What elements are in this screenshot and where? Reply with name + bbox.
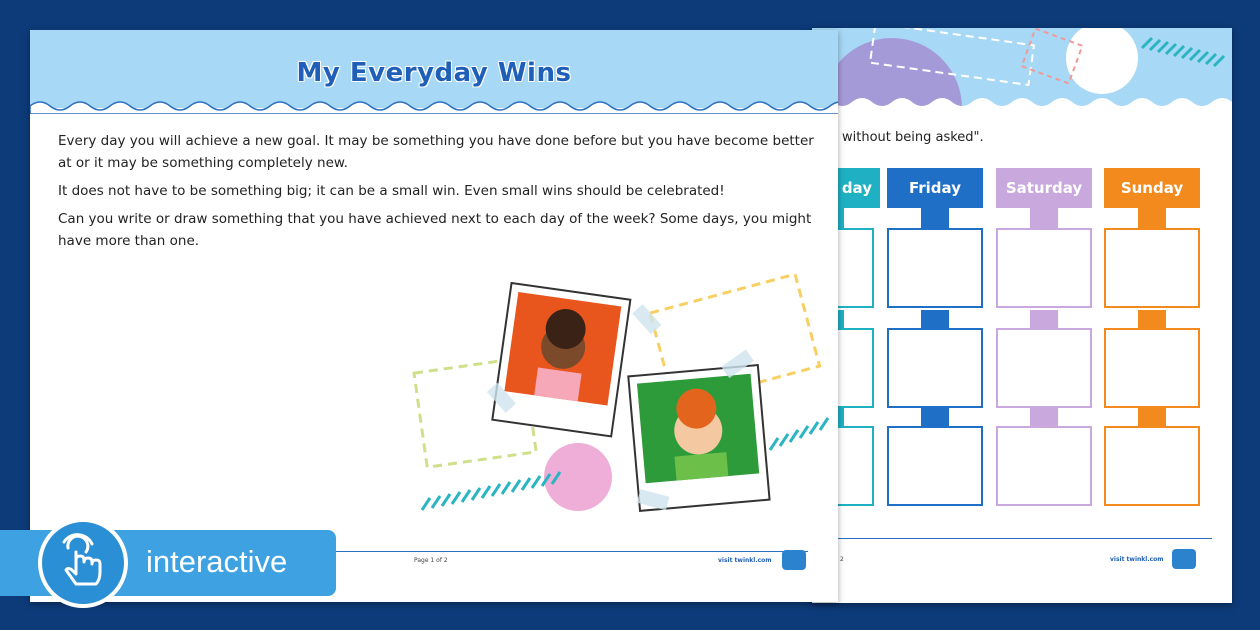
tap-hand-icon[interactable] xyxy=(38,518,128,608)
saturday-entry-box[interactable] xyxy=(996,426,1092,506)
saturday-entry-box[interactable] xyxy=(996,228,1092,308)
twinkl-logo-icon xyxy=(782,550,806,570)
connector xyxy=(921,408,949,428)
photo-illustration xyxy=(30,30,838,602)
connector xyxy=(1030,408,1058,428)
interactive-label: interactive xyxy=(146,544,288,579)
connector xyxy=(921,310,949,330)
front-page xyxy=(30,30,838,602)
friday-entry-box[interactable] xyxy=(887,328,983,408)
front-site-text: visit twinkl.com xyxy=(718,557,772,564)
sunday-entry-box[interactable] xyxy=(1104,328,1200,408)
connector xyxy=(1138,208,1166,228)
paragraph-2: It does not have to be something big; it can be a small win. Even small wins should be celebrated! xyxy=(58,183,725,199)
page-title: My Everyday Wins xyxy=(296,58,572,88)
sunday-entry-box[interactable] xyxy=(1104,426,1200,506)
day-header-sunday: Sunday xyxy=(1104,168,1200,208)
back-header-decoration xyxy=(812,28,1232,128)
paragraph-3: Can you write or draw something that you have achieved next to each day of the week? Some days, you might have more than one. xyxy=(58,211,812,249)
day-header-thursday: day xyxy=(830,168,880,208)
back-footer-line xyxy=(812,538,1212,539)
back-site-text: visit twinkl.com xyxy=(1110,556,1164,563)
friday-entry-box[interactable] xyxy=(887,228,983,308)
paragraph-1: Every day you will achieve a new goal. It may be something you have done before but you have become better at or it may be something completely new. xyxy=(58,133,814,171)
sunday-entry-box[interactable] xyxy=(1104,228,1200,308)
back-page-number: 2 xyxy=(840,556,844,563)
day-header-friday: Friday xyxy=(887,168,983,208)
connector xyxy=(1138,408,1166,428)
connector xyxy=(1030,208,1058,228)
connector xyxy=(1138,310,1166,330)
twinkl-logo-icon xyxy=(1172,549,1196,569)
friday-entry-box[interactable] xyxy=(887,426,983,506)
saturday-entry-box[interactable] xyxy=(996,328,1092,408)
front-page-number: Page 1 of 2 xyxy=(414,557,448,564)
back-snippet-text: without being asked". xyxy=(842,130,984,145)
connector xyxy=(921,208,949,228)
back-page xyxy=(812,28,1232,603)
connector xyxy=(1030,310,1058,330)
day-header-saturday: Saturday xyxy=(996,168,1092,208)
